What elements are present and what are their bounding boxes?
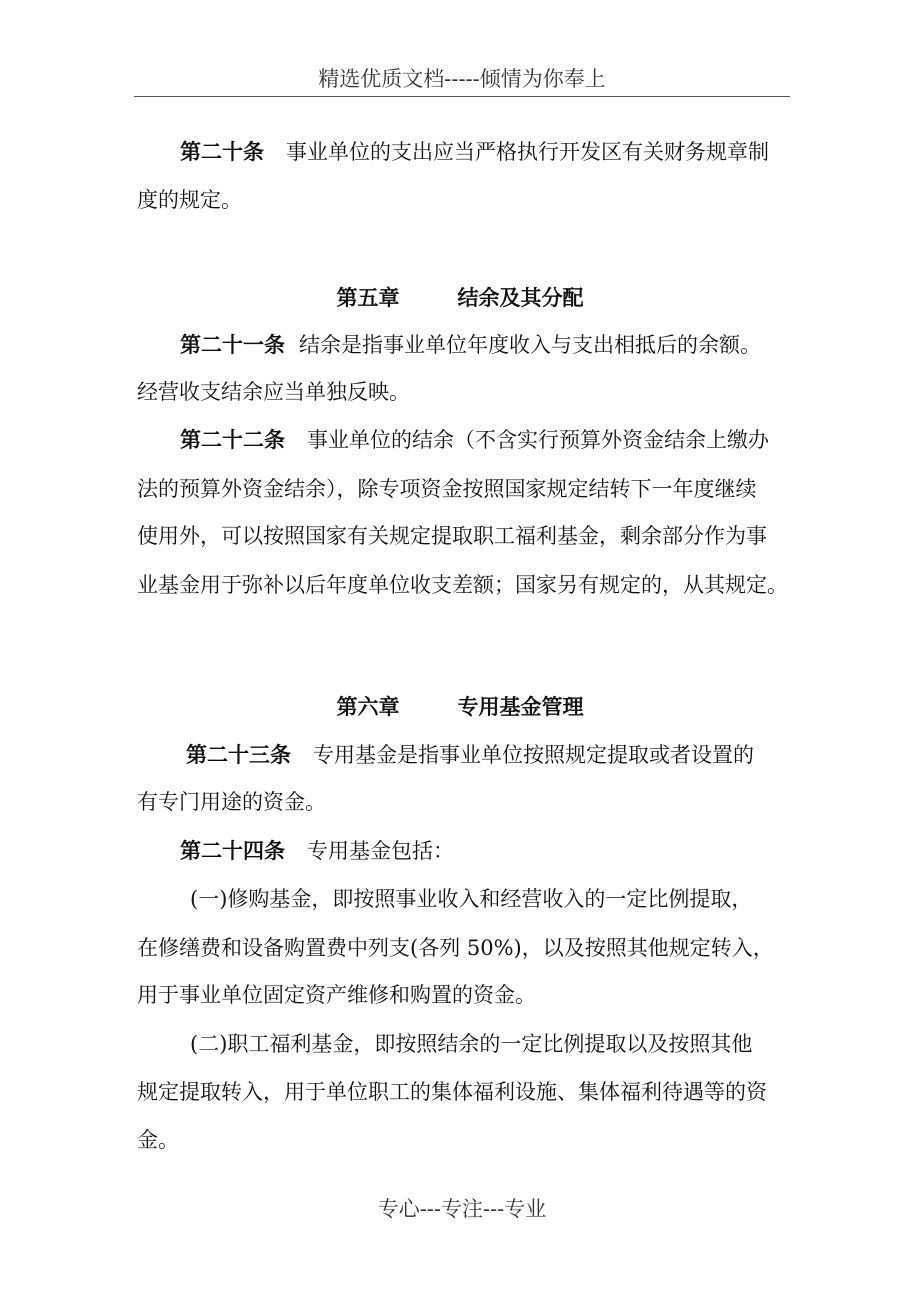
article-22-line-1 (180, 426, 769, 454)
article-21-label: 第二十一条 (180, 333, 285, 357)
article-23-line-2: 有专门用途的资金。 (137, 790, 326, 814)
chapter-6-title: 专用基金管理 (457, 695, 584, 719)
chapter-5-number: 第五章 (336, 286, 400, 310)
chapter-6-number: 第六章 (336, 695, 400, 719)
article-20-line-1 (180, 138, 769, 166)
article-22-text-1: 事业单位的结余（不含实行预算外资金结余上缴办 (307, 428, 769, 452)
item-1-line-3: 用于事业单位固定资产维修和购置的资金。 (137, 983, 536, 1007)
article-23-line-1 (186, 741, 754, 769)
article-22-line-3: 使用外，可以按照国家有关规定提取职工福利基金，剩余部分作为事 (137, 524, 767, 548)
article-20-label: 第二十条 (180, 140, 264, 164)
article-22-line-2: 法的预算外资金结余），除专项资金按照国家规定结转下一年度继续 (137, 477, 757, 501)
item-2-line-3: 金。 (137, 1128, 179, 1152)
item-1-line-1: (一)修购基金，即按照事业收入和经营收入的一定比例提取， (190, 887, 753, 911)
item-1-line-2: 在修缮费和设备购置费中列支(各列 50%)，以及按照其他规定转入， (137, 936, 774, 960)
article-24-line-1 (180, 837, 454, 865)
article-21-line-1 (180, 331, 761, 359)
page-header: 精选优质文档-----倾情为你奉上 (134, 66, 790, 97)
page-footer: 专心---专注---专业 (377, 1197, 547, 1221)
item-2-line-1: (二)职工福利基金，即按照结余的一定比例提取以及按照其他 (190, 1032, 753, 1056)
chapter-6-heading (0, 693, 920, 721)
article-24-label: 第二十四条 (180, 839, 285, 863)
article-20-line-2: 度的规定。 (137, 188, 242, 212)
article-22-line-4: 业基金用于弥补以后年度单位收支差额；国家另有规定的，从其规定。 (137, 573, 788, 597)
item-2-line-2: 规定提取转入，用于单位职工的集体福利设施、集体福利待遇等的资 (137, 1080, 767, 1104)
article-21-text-1: 结余是指事业单位年度收入与支出相抵后的余额。 (299, 333, 761, 357)
article-20-text-1: 事业单位的支出应当严格执行开发区有关财务规章制 (286, 140, 769, 164)
article-24-text-1: 专用基金包括： (307, 839, 454, 863)
article-23-label: 第二十三条 (186, 743, 291, 767)
chapter-5-heading (0, 284, 920, 312)
article-23-text-1: 专用基金是指事业单位按照规定提取或者设置的 (313, 743, 754, 767)
chapter-5-title: 结余及其分配 (457, 286, 584, 310)
article-21-line-2: 经营收支结余应当单独反映。 (137, 380, 410, 404)
article-22-label: 第二十二条 (180, 428, 285, 452)
